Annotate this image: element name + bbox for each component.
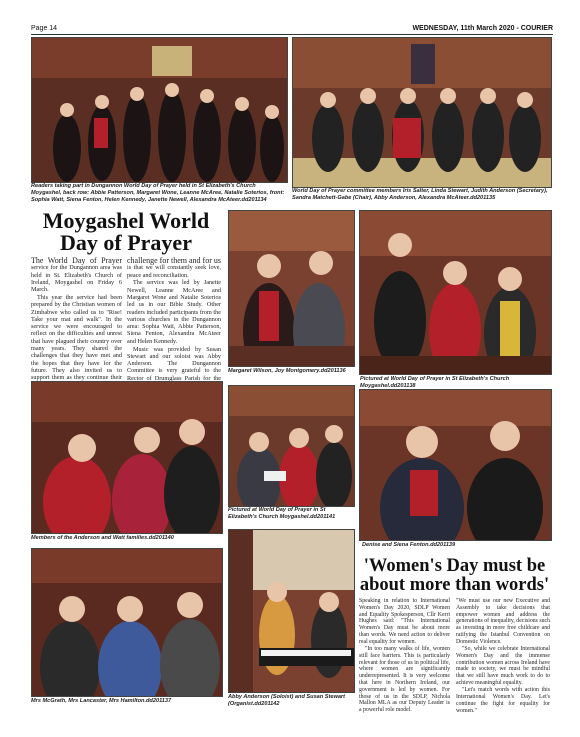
headline-womens-line1: 'Women's Day must be <box>363 556 546 576</box>
photo-st-elizabeths-group <box>359 210 552 375</box>
headline-prayer-line1: Moygashel World <box>42 208 210 233</box>
headline-womens-line2: about more than words' <box>359 574 550 595</box>
womens-paragraph: "We must use our new Executive and Assembly to take decisions that empower women and address the generations of inequality, decisions such as investing in more free childcare and ratifying the Istanbul Convention on Domestic Violence. <box>456 598 550 645</box>
prayer-paragraph: challenge for them and for us is that we will constantly seek love, peace and reconciliation. <box>127 256 221 279</box>
photo-anderson-watt <box>31 381 223 534</box>
womens-column-2 <box>456 598 550 715</box>
caption-mcgrath-lancaster-hamilton: Mrs McGrath, Mrs Lancaster, Mrs Hamilton.dd201137 <box>31 698 172 704</box>
prayer-paragraph: Music was provided by Susan Stewart and our soloist was Abby Anderson. The Dungannon Committee is very grateful to the Rector of Drumglass Parish for the <box>127 345 221 382</box>
photo-fenton <box>359 389 552 541</box>
photo-seated-congregation <box>228 385 355 507</box>
headline-womens-day <box>359 557 550 594</box>
prayer-paragraph: The service was led by Janette Newell, Leanne McAree and Margaret Wone and Natalie Soterios led us in our Bible Study. Other readers included participants from the various churches in the Dungannon area: Sophia Watt, Abbie Patterson, Siena Fenton, Alexandra McAteer and Helen Kennedy. <box>127 279 221 345</box>
page-number: Page 14 <box>31 25 58 32</box>
photo-committee <box>292 37 552 188</box>
headline-prayer-line2: Day of Prayer <box>60 230 192 255</box>
caption-anderson-watt: Members of the Anderson and Watt families.dd201140 <box>31 535 174 541</box>
dateline: WEDNESDAY, 11th March 2020 - COURIER <box>412 25 553 32</box>
caption-committee: World Day of Prayer committee members Iris Salter, Linda Stewart, Judith Anderson (Secretary), Sandra Matchett-Gabe (Chair), Abby Anderson, Alexandra McAteer.dd201135 <box>292 188 548 201</box>
headline-prayer <box>31 210 221 254</box>
photo-soloist-organist <box>228 529 355 693</box>
caption-soloist-organist: Abby Anderson (Soloist) and Susan Stewart (Organist.dd201142 <box>228 694 345 707</box>
caption-wilson-montgomery: Margaret Wilson, Joy Montgomery.dd201136 <box>228 368 346 374</box>
header-rule <box>31 34 553 35</box>
womens-paragraph: Speaking in relation to International Women's Day 2020, SDLP Women and Equality Spokesperson, Cllr Kerri Hughes said: "This International Women's Day must be about more than words. We need action to deliver real equality for women. <box>359 598 450 645</box>
womens-paragraph: "Let's match words with action this International Women's Day. Let's continue the fight for equality for women." <box>456 687 550 714</box>
caption-fenton: Denise and Siena Fenton.dd201139 <box>362 542 456 548</box>
caption-readers: Readers taking part in Dungannon World Day of Prayer held in St Elizabeth's Church Moygashel, back row: Abbie Patterson, Margaret Wone, Leanne McAree, Natalie Soterios, front: Sophia Watt, Siena Fenton, Helen Kennedy, Janette Newell, Alexandra McAteer.dd201134 <box>31 183 285 203</box>
caption-st-elizabeths-group: Pictured at World Day of Prayer in St Elizabeth's Church Moygashel.dd201138 <box>360 376 510 389</box>
womens-paragraph: "So, while we celebrate International Women's Day and the immense contribution women across Ireland have made to society, we must be mindful that we still have much work to do to achieve meaningful equality. <box>456 646 550 687</box>
prayer-paragraph: The World Day of Prayer service for the Dungannon area was held in St. Elizabeth's Church of Ireland, Moygashel on Friday 6 March. <box>31 256 122 294</box>
photo-mcgrath-lancaster-hamilton <box>31 548 223 697</box>
womens-column-1 <box>359 598 450 715</box>
womens-paragraph: "In too many walks of life, women still face barriers. This is particularly relevant for those of us in political life, where women are significantly underrepresented. It is very welcome that here in Northern Ireland, our government is led by women. For those of us in the SDLP, Nichola Mallon MLA as our Deputy Leader is a powerful role model. <box>359 646 450 714</box>
photo-wilson-montgomery <box>228 210 355 367</box>
photo-readers-group <box>31 37 288 183</box>
prayer-paragraph: This year the service had been prepared by the Christian women of Zimbabwe who called us to "Rise! Take your mat and walk". In the service we were encouraged to reflect on the difficulties and unrest that have plagued their country over many years. They shared the challenges that they have met and the hopes that they have for the future. They also invited us to support them as they continue their <box>31 293 122 382</box>
caption-seated-congregation: Pictured at World Day of Prayer in St Elizabeth's Church Moygashel.dd201141 <box>228 507 336 520</box>
